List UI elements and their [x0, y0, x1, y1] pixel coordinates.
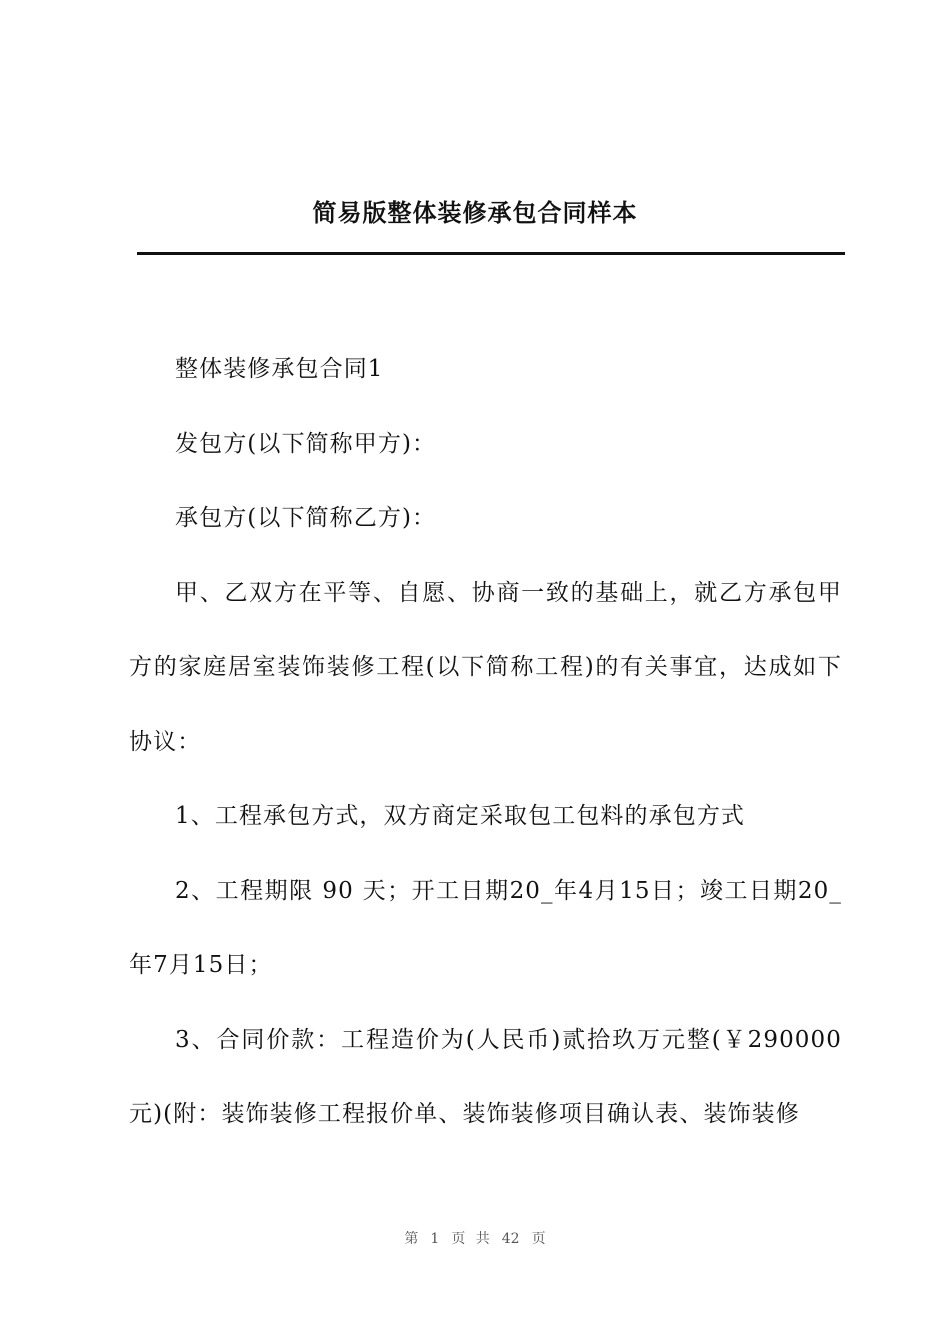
paragraph-party-b: 承包方(以下简称乙方)：	[175, 505, 437, 531]
paragraph-clause-3: 3、合同价款：工程造价为(人民币)贰拾玖万元整(￥290000元)(附：装饰装修工程报价单、装饰装修项目确认表、装饰装修	[129, 1026, 842, 1127]
footer-page-number: 1	[430, 1231, 440, 1247]
title-underline	[137, 252, 845, 255]
footer-suffix: 页	[531, 1231, 546, 1247]
paragraph-contract-heading: 整体装修承包合同1	[175, 356, 384, 382]
paragraph-clause-1: 1、工程承包方式，双方商定采取包工包料的承包方式	[175, 803, 746, 829]
footer-total-pages: 42	[501, 1231, 520, 1247]
paragraph-clause-2: 2、工程期限 90 天；开工日期20_年4月15日；竣工日期20_年7月15日；	[129, 877, 842, 978]
document-title: 简易版整体装修承包合同样本	[312, 199, 638, 227]
document-body	[129, 332, 842, 1152]
page-footer	[0, 1229, 950, 1249]
footer-middle: 页 共	[451, 1231, 490, 1247]
paragraph-preamble: 甲、乙双方在平等、自愿、协商一致的基础上，就乙方承包甲方的家庭居室装饰装修工程(以下简称工程)的有关事宜，达成如下协议：	[129, 579, 842, 755]
footer-prefix: 第	[404, 1231, 419, 1247]
paragraph-party-a: 发包方(以下简称甲方)：	[175, 430, 437, 457]
